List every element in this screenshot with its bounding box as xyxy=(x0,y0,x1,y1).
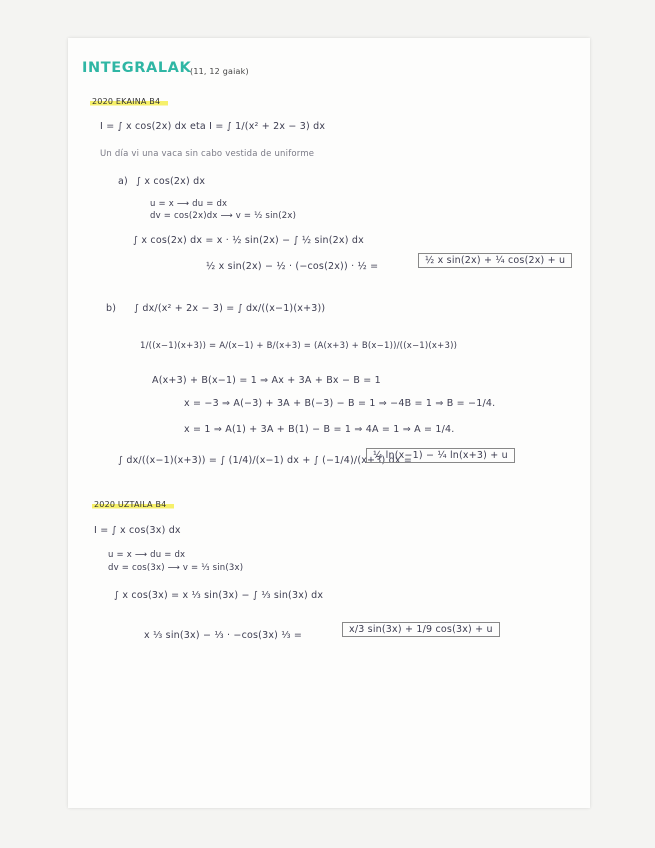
problem-2-statement: I = ∫ x cos(3x) dx xyxy=(94,525,181,536)
part-a-integral: ∫ x cos(2x) dx xyxy=(136,176,206,187)
part-c-step-2: x ⅓ sin(3x) − ⅓ · −cos(3x) ⅓ = xyxy=(144,630,303,641)
part-a-substitution-u: u = x ⟶ du = dx xyxy=(150,199,228,209)
part-b-result-box: ¼ ln(x−1) − ¼ ln(x+3) + u xyxy=(366,448,515,463)
page-subtitle: (11, 12 gaiak) xyxy=(190,67,249,76)
problem-1-statement: I = ∫ x cos(2x) dx eta I = ∫ 1/(x² + 2x − 3) dx xyxy=(100,121,326,132)
equation-3: x = 1 ⇒ A(1) + 3A + B(1) − B = 1 ⇒ 4A = 1 ⇒ A = 1/4. xyxy=(184,424,455,435)
part-b-step: ∫ dx/((x−1)(x+3)) = ∫ (1/4)/(x−1) dx + ∫ (−1/4)/(x+3) dx = xyxy=(118,455,413,466)
equation-2: x = −3 ⇒ A(−3) + 3A + B(−3) − B = 1 ⇒ −4B = 1 ⇒ B = −1/4. xyxy=(184,398,496,409)
part-a-step-2: ½ x sin(2x) − ½ · (−cos(2x)) · ½ = xyxy=(206,261,379,272)
part-c-step-1: ∫ x cos(3x) = x ⅓ sin(3x) − ∫ ⅓ sin(3x) dx xyxy=(114,590,324,601)
part-c-result-box: x/3 sin(3x) + 1/9 cos(3x) + u xyxy=(342,622,500,637)
equation-1: A(x+3) + B(x−1) = 1 ⇒ Ax + 3A + Bx − B = 1 xyxy=(152,375,381,386)
part-a-substitution-dv: dv = cos(2x)dx ⟶ v = ½ sin(2x) xyxy=(150,211,297,221)
partial-fractions: 1/((x−1)(x+3)) = A/(x−1) + B/(x+3) = (A(x+3) + B(x−1))/((x−1)(x+3)) xyxy=(140,341,458,351)
page-title: INTEGRALAK xyxy=(82,60,192,76)
part-c-substitution-dv: dv = cos(3x) ⟶ v = ⅓ sin(3x) xyxy=(108,563,244,573)
part-b-label: b) xyxy=(106,303,117,314)
section-heading-2020-ekaina: 2020 EKAINA B4 xyxy=(90,97,168,106)
part-c-substitution-u: u = x ⟶ du = dx xyxy=(108,550,186,560)
part-a-label: a) xyxy=(118,176,128,187)
margin-note: Un día vi una vaca sin cabo vestida de uniforme xyxy=(100,149,315,159)
section-heading-2020-uztaila: 2020 UZTAILA B4 xyxy=(92,500,174,509)
part-a-step-1: ∫ x cos(2x) dx = x · ½ sin(2x) − ∫ ½ sin(2x) dx xyxy=(133,235,364,246)
part-b-integral: ∫ dx/(x² + 2x − 3) = ∫ dx/((x−1)(x+3)) xyxy=(134,303,326,314)
part-a-result-box: ½ x sin(2x) + ¼ cos(2x) + u xyxy=(418,253,572,268)
